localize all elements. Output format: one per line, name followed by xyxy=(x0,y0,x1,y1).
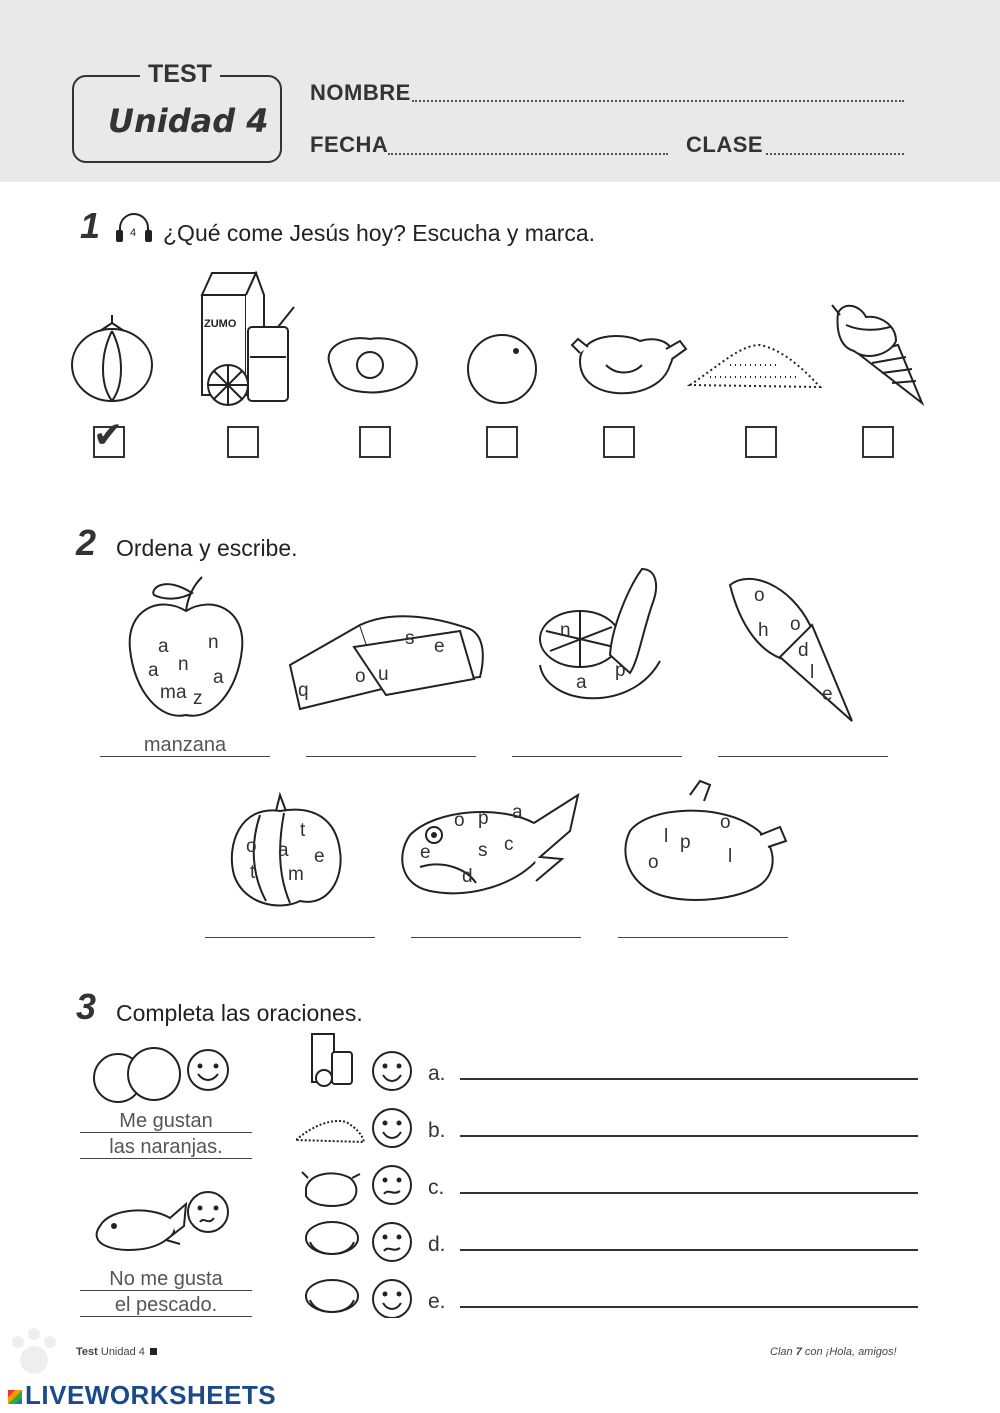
checkbox-naranja[interactable] xyxy=(486,426,518,458)
letter: e xyxy=(420,842,431,863)
example-1-line-2: las naranjas. xyxy=(109,1136,223,1158)
footer-right-pre: Clan xyxy=(770,1346,793,1358)
checkbox-arroz[interactable] xyxy=(745,426,777,458)
chicken-image xyxy=(572,336,686,393)
headphones-icon xyxy=(114,210,154,246)
letter: u xyxy=(378,664,389,685)
answer-line-helado[interactable] xyxy=(718,756,888,757)
letter: c xyxy=(504,834,514,855)
letter: t xyxy=(250,862,256,883)
letter: m xyxy=(288,864,304,885)
letter: e xyxy=(822,684,833,705)
letter: e xyxy=(314,846,325,867)
letter: a xyxy=(213,667,224,688)
letter: n xyxy=(178,654,189,675)
letter: p xyxy=(680,832,691,853)
letter: l xyxy=(810,662,815,683)
sad-face-icon xyxy=(373,1223,411,1261)
letter: a xyxy=(576,672,587,693)
footer-left-text: Unidad 4 xyxy=(100,1346,145,1358)
letter: l xyxy=(728,846,733,867)
answer-line-e[interactable] xyxy=(460,1306,918,1308)
answer-line-queso[interactable] xyxy=(306,756,476,757)
row-letter-c: c. xyxy=(428,1176,445,1199)
letter: o xyxy=(790,614,801,635)
test-label: TEST xyxy=(140,60,220,89)
letter: d xyxy=(798,640,809,661)
rice-small-icon xyxy=(296,1121,364,1142)
footer-square xyxy=(150,1348,157,1355)
example-1-rule-2 xyxy=(80,1158,252,1159)
example-2-line-1: No me gusta xyxy=(109,1268,223,1290)
class-label: CLASE xyxy=(686,132,764,157)
row-letter-b: b. xyxy=(428,1119,446,1142)
letter: a xyxy=(158,636,169,657)
class-field[interactable] xyxy=(766,153,904,155)
cheese-image xyxy=(290,616,483,709)
chicken-image xyxy=(625,781,786,900)
answer-line-b[interactable] xyxy=(460,1135,918,1137)
footer-left xyxy=(76,1346,157,1358)
letter: o xyxy=(720,812,731,833)
example-1-line-1: Me gustan xyxy=(119,1110,213,1132)
letter: a xyxy=(176,682,187,703)
footer-left-bold: Test xyxy=(76,1346,98,1358)
answer-line-a[interactable] xyxy=(460,1078,918,1080)
exercise-3-number: 3 xyxy=(76,986,97,1027)
exercise-2-instruction: Ordena y escribe. xyxy=(116,535,298,561)
paw-watermark-icon xyxy=(4,1320,64,1380)
footer-right-post: con ¡Hola, amigos! xyxy=(804,1346,897,1358)
fried-egg-image xyxy=(329,338,417,392)
letter: t xyxy=(300,820,306,841)
audio-track-number: 4 xyxy=(130,227,137,239)
letter: o xyxy=(355,666,366,687)
answer-line-manzana[interactable] xyxy=(100,756,270,757)
letter: n xyxy=(208,632,219,653)
happy-face-icon xyxy=(373,1280,411,1318)
letter: e xyxy=(434,636,445,657)
answer-line-d[interactable] xyxy=(460,1249,918,1251)
example-answer-manzana: manzana xyxy=(143,734,227,756)
tomato-image xyxy=(72,315,152,401)
footer-right xyxy=(770,1346,897,1358)
date-label: FECHA xyxy=(310,132,389,157)
answer-line-tomate[interactable] xyxy=(205,937,375,938)
row-letter-a: a. xyxy=(428,1062,446,1085)
bread-basket-image xyxy=(540,569,660,698)
brand-text: LIVEWORKSHEETS xyxy=(25,1380,277,1410)
checkbox-zumo[interactable] xyxy=(227,426,259,458)
letter: z xyxy=(193,688,203,709)
basket-small-icon xyxy=(306,1222,358,1254)
rice-image xyxy=(690,345,820,387)
name-label: NOMBRE xyxy=(310,80,411,105)
letter: q xyxy=(298,680,309,701)
exercise-2-number: 2 xyxy=(76,522,97,563)
example-2-rule-2 xyxy=(80,1316,252,1317)
letter: l xyxy=(664,826,669,847)
sad-face-icon xyxy=(373,1166,411,1204)
checkbox-huevo[interactable] xyxy=(359,426,391,458)
letter: p xyxy=(615,660,626,681)
example-2-rule-1 xyxy=(80,1290,252,1291)
liveworksheets-logo[interactable] xyxy=(8,1380,276,1411)
answer-line-pollo[interactable] xyxy=(618,937,788,938)
letter: d xyxy=(462,866,473,887)
footer-right-num: 7 xyxy=(795,1346,802,1358)
orange-image xyxy=(468,335,536,403)
letter: o xyxy=(246,836,257,857)
chicken-small-icon xyxy=(302,1172,360,1206)
letter: p xyxy=(478,808,489,829)
letter: a xyxy=(148,660,159,681)
liveworksheets-logo-icon xyxy=(8,1390,22,1404)
fish-sad-image xyxy=(90,1186,240,1266)
letter: s xyxy=(478,840,488,861)
letter: h xyxy=(758,620,769,641)
exercise-3-instruction: Completa las oraciones. xyxy=(116,1000,363,1026)
oranges-happy-image xyxy=(90,1040,240,1110)
example-1-rule-1 xyxy=(80,1132,252,1133)
letter: n xyxy=(560,620,571,641)
exercise-3-row-images xyxy=(296,1028,421,1318)
letter: a xyxy=(512,802,523,823)
answer-line-pescado[interactable] xyxy=(411,937,581,938)
ice-cream-cone-image xyxy=(730,579,852,721)
name-field[interactable] xyxy=(412,100,904,102)
letter: o xyxy=(648,852,659,873)
letter: o xyxy=(454,810,465,831)
exercise-1-number: 1 xyxy=(80,205,101,246)
checkbox-pollo[interactable] xyxy=(603,426,635,458)
unit-label: Unidad 4 xyxy=(108,102,269,140)
checkbox-helado[interactable] xyxy=(862,426,894,458)
row-letter-d: d. xyxy=(428,1233,446,1256)
juice-small-icon xyxy=(312,1034,352,1086)
letter: o xyxy=(754,585,765,606)
answer-line-pan[interactable] xyxy=(512,756,682,757)
basket-small-icon xyxy=(306,1280,358,1312)
ice-cream-image xyxy=(832,305,922,403)
happy-face-icon xyxy=(373,1052,411,1090)
example-2-line-2: el pescado. xyxy=(114,1294,218,1316)
date-field[interactable] xyxy=(388,153,668,155)
happy-face-icon xyxy=(373,1109,411,1147)
exercise-1-images xyxy=(60,265,940,415)
check-mark-icon: ✔ xyxy=(93,414,124,455)
letter: s xyxy=(405,628,415,649)
row-letter-e: e. xyxy=(428,1290,446,1313)
letter: a xyxy=(278,840,289,861)
letter: m xyxy=(160,682,176,703)
juice-carton-label: ZUMO xyxy=(204,318,237,330)
exercise-1-instruction: ¿Qué come Jesús hoy? Escucha y marca. xyxy=(163,220,596,246)
answer-line-c[interactable] xyxy=(460,1192,918,1194)
juice-image xyxy=(202,273,294,405)
